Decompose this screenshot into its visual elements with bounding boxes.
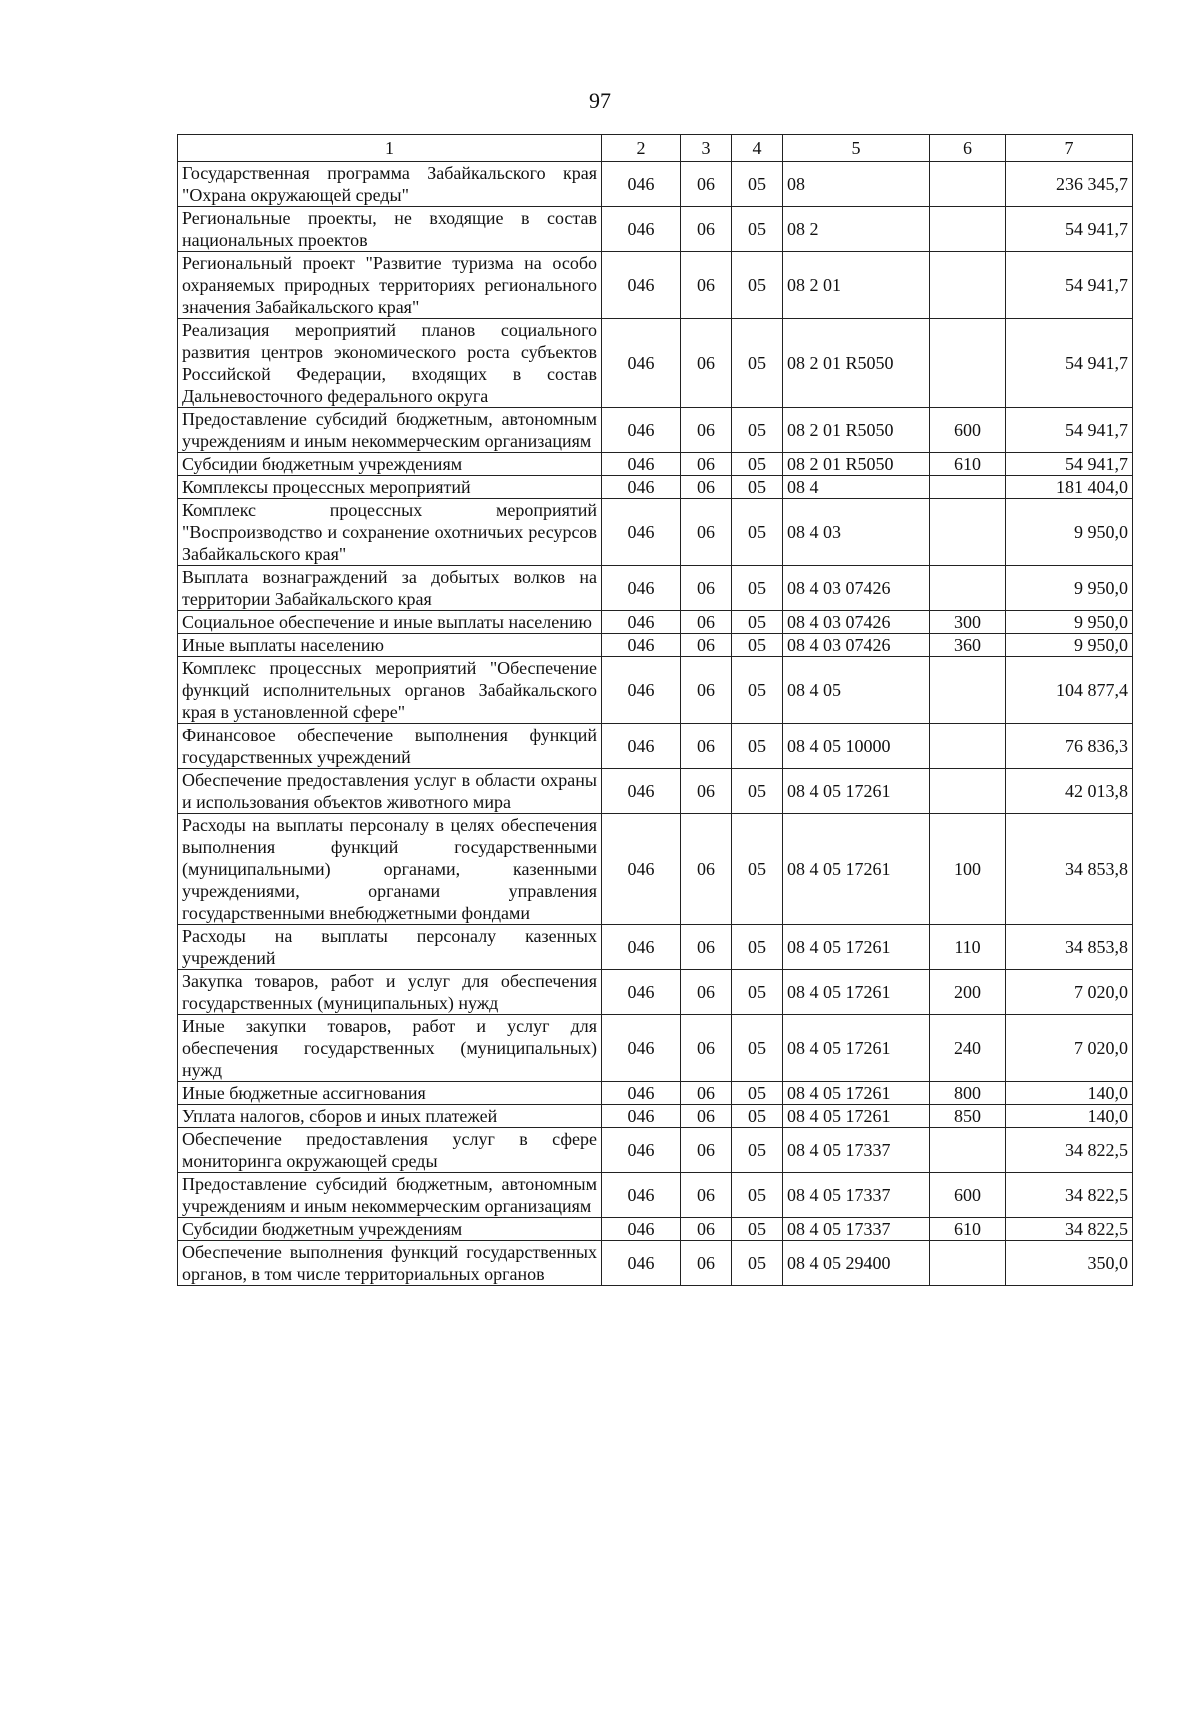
- agency-code: 046: [602, 1082, 681, 1105]
- expense-type-code: 610: [930, 453, 1006, 476]
- table-row: [178, 925, 1133, 970]
- section-code: 06: [681, 634, 732, 657]
- subsection-code: 05: [732, 970, 783, 1015]
- section-code: 06: [681, 925, 732, 970]
- agency-code: 046: [602, 499, 681, 566]
- subsection-code: 05: [732, 634, 783, 657]
- agency-code: 046: [602, 207, 681, 252]
- subsection-code: 05: [732, 476, 783, 499]
- table-row: [178, 657, 1133, 724]
- agency-code: 046: [602, 1015, 681, 1082]
- amount: 140,0: [1006, 1082, 1133, 1105]
- expense-type-code: 360: [930, 634, 1006, 657]
- row-description: Расходы на выплаты персоналу казенных учреждений: [178, 925, 602, 970]
- agency-code: 046: [602, 657, 681, 724]
- expense-type-code: [930, 657, 1006, 724]
- row-description: Региональные проекты, не входящие в состав национальных проектов: [178, 207, 602, 252]
- table-row: [178, 1241, 1133, 1286]
- target-article-code: 08 4 05 17261: [783, 769, 930, 814]
- amount: 34 822,5: [1006, 1173, 1133, 1218]
- table-row: [178, 970, 1133, 1015]
- target-article-code: 08 4 05 17261: [783, 1105, 930, 1128]
- table-row: [178, 207, 1133, 252]
- expense-type-code: 300: [930, 611, 1006, 634]
- agency-code: 046: [602, 611, 681, 634]
- amount: 9 950,0: [1006, 566, 1133, 611]
- target-article-code: 08 2 01 R5050: [783, 453, 930, 476]
- amount: 350,0: [1006, 1241, 1133, 1286]
- row-description: Финансовое обеспечение выполнения функций государственных учреждений: [178, 724, 602, 769]
- row-description: Комплекс процессных мероприятий "Обеспечение функций исполнительных органов Забайкальского края в установленной сфере": [178, 657, 602, 724]
- amount: 236 345,7: [1006, 162, 1133, 207]
- section-code: 06: [681, 611, 732, 634]
- row-description: Реализация мероприятий планов социального развития центров экономического роста субъектов Российской Федерации, входящих в состав Дальневосточного федерального округа: [178, 319, 602, 408]
- target-article-code: 08: [783, 162, 930, 207]
- target-article-code: 08 2 01 R5050: [783, 319, 930, 408]
- table-row: [178, 408, 1133, 453]
- row-description: Социальное обеспечение и иные выплаты населению: [178, 611, 602, 634]
- row-description: Выплата вознаграждений за добытых волков на территории Забайкальского края: [178, 566, 602, 611]
- page-number: 97: [589, 88, 611, 113]
- expense-type-code: [930, 162, 1006, 207]
- row-description: Уплата налогов, сборов и иных платежей: [178, 1105, 602, 1128]
- amount: 76 836,3: [1006, 724, 1133, 769]
- target-article-code: 08 4 05 17337: [783, 1128, 930, 1173]
- agency-code: 046: [602, 634, 681, 657]
- section-code: 06: [681, 499, 732, 566]
- target-article-code: 08 4 05 17261: [783, 970, 930, 1015]
- target-article-code: 08 4 05 17261: [783, 925, 930, 970]
- expense-type-code: 610: [930, 1218, 1006, 1241]
- target-article-code: 08 2 01: [783, 252, 930, 319]
- target-article-code: 08 4 05 17261: [783, 814, 930, 925]
- agency-code: 046: [602, 1128, 681, 1173]
- target-article-code: 08 2: [783, 207, 930, 252]
- table-row: [178, 1218, 1133, 1241]
- agency-code: 046: [602, 814, 681, 925]
- target-article-code: 08 4 03: [783, 499, 930, 566]
- agency-code: 046: [602, 1105, 681, 1128]
- expense-type-code: [930, 1241, 1006, 1286]
- agency-code: 046: [602, 970, 681, 1015]
- expense-type-code: [930, 1128, 1006, 1173]
- table-row: [178, 634, 1133, 657]
- amount: 104 877,4: [1006, 657, 1133, 724]
- agency-code: 046: [602, 724, 681, 769]
- section-code: 06: [681, 769, 732, 814]
- row-description: Иные закупки товаров, работ и услуг для обеспечения государственных (муниципальных) нужд: [178, 1015, 602, 1082]
- column-header: 4: [732, 135, 783, 162]
- row-description: Региональный проект "Развитие туризма на особо охраняемых природных территориях регионального значения Забайкальского края": [178, 252, 602, 319]
- row-description: Предоставление субсидий бюджетным, автономным учреждениям и иным некоммерческим организациям: [178, 1173, 602, 1218]
- target-article-code: 08 4 05 17337: [783, 1218, 930, 1241]
- section-code: 06: [681, 252, 732, 319]
- agency-code: 046: [602, 566, 681, 611]
- target-article-code: 08 4 05 17261: [783, 1015, 930, 1082]
- row-description: Закупка товаров, работ и услуг для обеспечения государственных (муниципальных) нужд: [178, 970, 602, 1015]
- budget-table: [177, 134, 1133, 1286]
- subsection-code: 05: [732, 657, 783, 724]
- amount: 181 404,0: [1006, 476, 1133, 499]
- table-row: [178, 252, 1133, 319]
- expense-type-code: 240: [930, 1015, 1006, 1082]
- subsection-code: 05: [732, 1241, 783, 1286]
- target-article-code: 08 4 05 17261: [783, 1082, 930, 1105]
- column-header: 3: [681, 135, 732, 162]
- section-code: 06: [681, 408, 732, 453]
- row-description: Обеспечение предоставления услуг в сфере мониторинга окружающей среды: [178, 1128, 602, 1173]
- amount: 7 020,0: [1006, 1015, 1133, 1082]
- row-description: Иные бюджетные ассигнования: [178, 1082, 602, 1105]
- section-code: 06: [681, 1128, 732, 1173]
- table-row: [178, 319, 1133, 408]
- row-description: Субсидии бюджетным учреждениям: [178, 1218, 602, 1241]
- amount: 42 013,8: [1006, 769, 1133, 814]
- table-row: [178, 814, 1133, 925]
- column-header: 6: [930, 135, 1006, 162]
- amount: 9 950,0: [1006, 634, 1133, 657]
- agency-code: 046: [602, 252, 681, 319]
- expense-type-code: 200: [930, 970, 1006, 1015]
- section-code: 06: [681, 566, 732, 611]
- expense-type-code: [930, 769, 1006, 814]
- column-header: 1: [178, 135, 602, 162]
- amount: 54 941,7: [1006, 453, 1133, 476]
- table-row: [178, 566, 1133, 611]
- subsection-code: 05: [732, 1105, 783, 1128]
- expense-type-code: [930, 476, 1006, 499]
- subsection-code: 05: [732, 1015, 783, 1082]
- section-code: 06: [681, 1082, 732, 1105]
- amount: 54 941,7: [1006, 207, 1133, 252]
- section-code: 06: [681, 724, 732, 769]
- table-row: [178, 1128, 1133, 1173]
- column-header: 7: [1006, 135, 1133, 162]
- subsection-code: 05: [732, 1218, 783, 1241]
- agency-code: 046: [602, 408, 681, 453]
- subsection-code: 05: [732, 814, 783, 925]
- agency-code: 046: [602, 162, 681, 207]
- row-description: Предоставление субсидий бюджетным, автономным учреждениям и иным некоммерческим организациям: [178, 408, 602, 453]
- table-row: [178, 1015, 1133, 1082]
- section-code: 06: [681, 207, 732, 252]
- row-description: Обеспечение предоставления услуг в области охраны и использования объектов животного мира: [178, 769, 602, 814]
- section-code: 06: [681, 1241, 732, 1286]
- row-description: Комплекс процессных мероприятий "Воспроизводство и сохранение охотничьих ресурсов Забайкальского края": [178, 499, 602, 566]
- amount: 7 020,0: [1006, 970, 1133, 1015]
- subsection-code: 05: [732, 1128, 783, 1173]
- expense-type-code: [930, 499, 1006, 566]
- target-article-code: 08 4: [783, 476, 930, 499]
- section-code: 06: [681, 1015, 732, 1082]
- expense-type-code: [930, 252, 1006, 319]
- row-description: Комплексы процессных мероприятий: [178, 476, 602, 499]
- subsection-code: 05: [732, 408, 783, 453]
- table-row: [178, 1105, 1133, 1128]
- target-article-code: 08 2 01 R5050: [783, 408, 930, 453]
- agency-code: 046: [602, 1173, 681, 1218]
- amount: 34 822,5: [1006, 1218, 1133, 1241]
- table-row: [178, 769, 1133, 814]
- amount: 54 941,7: [1006, 319, 1133, 408]
- target-article-code: 08 4 05 17337: [783, 1173, 930, 1218]
- table-row: [178, 1173, 1133, 1218]
- subsection-code: 05: [732, 162, 783, 207]
- table-row: [178, 476, 1133, 499]
- header-row: [178, 135, 1133, 162]
- target-article-code: 08 4 03 07426: [783, 634, 930, 657]
- agency-code: 046: [602, 319, 681, 408]
- section-code: 06: [681, 814, 732, 925]
- row-description: Иные выплаты населению: [178, 634, 602, 657]
- subsection-code: 05: [732, 319, 783, 408]
- section-code: 06: [681, 1218, 732, 1241]
- target-article-code: 08 4 05 29400: [783, 1241, 930, 1286]
- amount: 9 950,0: [1006, 499, 1133, 566]
- subsection-code: 05: [732, 925, 783, 970]
- target-article-code: 08 4 03 07426: [783, 566, 930, 611]
- expense-type-code: 850: [930, 1105, 1006, 1128]
- amount: 54 941,7: [1006, 408, 1133, 453]
- column-header: 5: [783, 135, 930, 162]
- agency-code: 046: [602, 476, 681, 499]
- target-article-code: 08 4 03 07426: [783, 611, 930, 634]
- subsection-code: 05: [732, 611, 783, 634]
- row-description: Обеспечение выполнения функций государственных органов, в том числе территориальных органов: [178, 1241, 602, 1286]
- column-header: 2: [602, 135, 681, 162]
- section-code: 06: [681, 1105, 732, 1128]
- amount: 34 853,8: [1006, 814, 1133, 925]
- subsection-code: 05: [732, 566, 783, 611]
- row-description: Расходы на выплаты персоналу в целях обеспечения выполнения функций государственными (муниципальными) органами, казенными учреждениями, органами управления государственными внебюджетными фондами: [178, 814, 602, 925]
- agency-code: 046: [602, 1241, 681, 1286]
- amount: 34 822,5: [1006, 1128, 1133, 1173]
- section-code: 06: [681, 162, 732, 207]
- subsection-code: 05: [732, 453, 783, 476]
- expense-type-code: 100: [930, 814, 1006, 925]
- subsection-code: 05: [732, 769, 783, 814]
- table-row: [178, 1082, 1133, 1105]
- table-body: [178, 162, 1133, 1286]
- expense-type-code: 110: [930, 925, 1006, 970]
- subsection-code: 05: [732, 724, 783, 769]
- expense-type-code: [930, 207, 1006, 252]
- section-code: 06: [681, 970, 732, 1015]
- target-article-code: 08 4 05: [783, 657, 930, 724]
- row-description: Субсидии бюджетным учреждениям: [178, 453, 602, 476]
- section-code: 06: [681, 657, 732, 724]
- expense-type-code: [930, 724, 1006, 769]
- table-row: [178, 611, 1133, 634]
- agency-code: 046: [602, 453, 681, 476]
- amount: 34 853,8: [1006, 925, 1133, 970]
- subsection-code: 05: [732, 252, 783, 319]
- target-article-code: 08 4 05 10000: [783, 724, 930, 769]
- table-row: [178, 724, 1133, 769]
- expense-type-code: [930, 566, 1006, 611]
- section-code: 06: [681, 453, 732, 476]
- row-description: Государственная программа Забайкальского края "Охрана окружающей среды": [178, 162, 602, 207]
- amount: 140,0: [1006, 1105, 1133, 1128]
- subsection-code: 05: [732, 499, 783, 566]
- agency-code: 046: [602, 1218, 681, 1241]
- table-row: [178, 453, 1133, 476]
- table-row: [178, 162, 1133, 207]
- section-code: 06: [681, 319, 732, 408]
- subsection-code: 05: [732, 1082, 783, 1105]
- agency-code: 046: [602, 769, 681, 814]
- subsection-code: 05: [732, 207, 783, 252]
- agency-code: 046: [602, 925, 681, 970]
- section-code: 06: [681, 476, 732, 499]
- expense-type-code: 600: [930, 1173, 1006, 1218]
- amount: 54 941,7: [1006, 252, 1133, 319]
- subsection-code: 05: [732, 1173, 783, 1218]
- expense-type-code: 800: [930, 1082, 1006, 1105]
- table-row: [178, 499, 1133, 566]
- expense-type-code: 600: [930, 408, 1006, 453]
- section-code: 06: [681, 1173, 732, 1218]
- amount: 9 950,0: [1006, 611, 1133, 634]
- expense-type-code: [930, 319, 1006, 408]
